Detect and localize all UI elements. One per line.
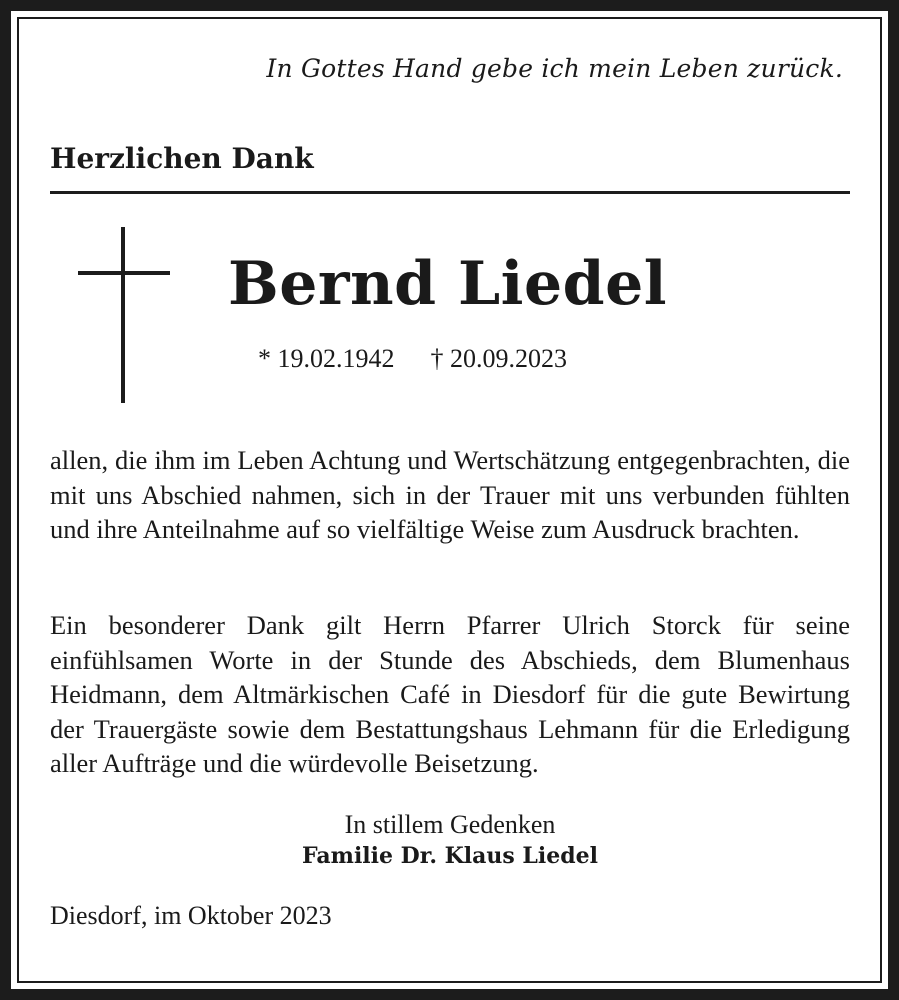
cross-icon [78, 227, 170, 403]
divider [50, 191, 850, 194]
birth-date: * 19.02.1942 [258, 344, 395, 373]
life-dates [258, 344, 567, 374]
cross-horizontal-bar [78, 271, 170, 275]
place-and-date: Diesdorf, im Oktober 2023 [50, 901, 332, 930]
heading-thanks: Herzlichen Dank [50, 142, 314, 175]
signature: Familie Dr. Klaus Liedel [302, 843, 598, 869]
thanks-paragraph: allen, die ihm im Leben Achtung und Wertschätzung entgegenbrachten, die mit uns Abschied nahmen, sich in der Trauer mit uns verbunden fühlten und ihre Anteilnahme auf so vielfältige Weise zum Ausdruck brachten. [50, 445, 850, 545]
death-date: † 20.09.2023 [430, 344, 567, 373]
cross-vertical-bar [121, 227, 125, 403]
motto: In Gottes Hand gebe ich mein Leben zurück. [266, 54, 843, 83]
special-thanks-paragraph: Ein besonderer Dank gilt Herrn Pfarrer Ulrich Storck für seine einfühlsamen Worte in der Stunde des Abschieds, dem Blumenhaus Heidmann, dem Altmärkischen Café in Diesdorf für die gute Bewirtung der Trauergäste sowie dem Bestattungshaus Lehmann für die Erledigung aller Aufträge und die würdevolle Beisetzung. [50, 610, 850, 779]
deceased-name: Bernd Liedel [228, 249, 668, 319]
closing-line: In stillem Gedenken [344, 810, 556, 839]
